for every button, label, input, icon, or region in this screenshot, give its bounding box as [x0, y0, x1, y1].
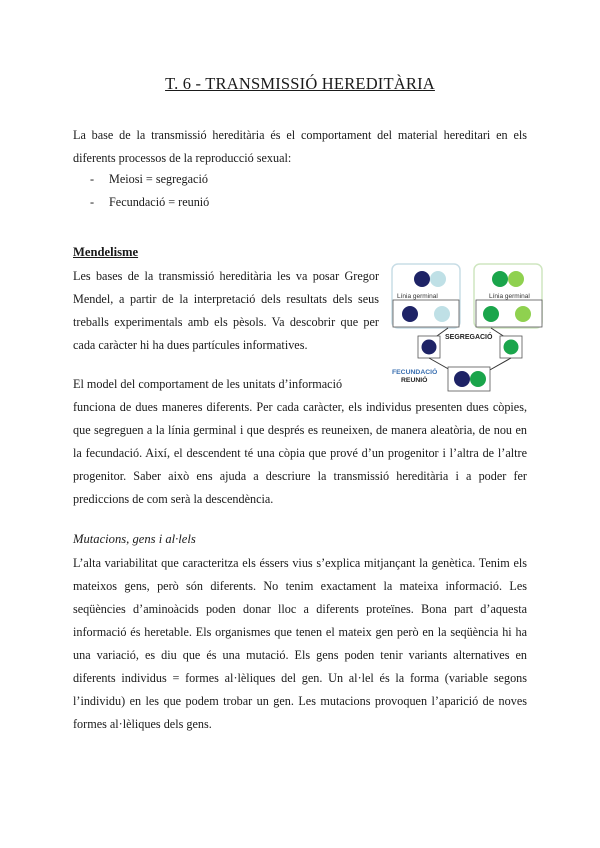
gamete-allele-lightblue: [434, 306, 450, 322]
offspring-allele-navy: [454, 371, 470, 387]
section-heading-mendelisme: Mendelisme: [73, 245, 139, 259]
list-dash: -: [90, 195, 95, 209]
section-heading-mutacions: Mutacions, gens i al·lels: [73, 532, 196, 546]
segregation-diagram: [390, 261, 545, 394]
mendelisme-paragraph-1: Les bases de la transmissió hereditària les va posar Gregor Mendel, a partir de la interpretació dels resultats dels seus treballs experimentals amb els pèsols. Va descobrir que per cada caràcter hi ha dues partícules informatives.: [73, 269, 379, 352]
gamete-allele-navy: [402, 306, 418, 322]
parent-allele-lightgreen: [508, 271, 524, 287]
gamete-navy: [422, 340, 437, 355]
list-item-text: Fecundació = reunió: [109, 195, 210, 209]
list-item: [90, 191, 209, 214]
intro-paragraph: La base de la transmissió hereditària és el comportament del material hereditari en els diferents processos de la reproducció sexual:: [73, 128, 527, 165]
fecundacio-label: FECUNDACIÓ: [392, 369, 438, 376]
segregacio-label: SEGREGACIÓ: [445, 334, 493, 341]
offspring-allele-green: [470, 371, 486, 387]
germline-label-right: Línia germinal: [489, 293, 530, 300]
fecundation-arrow: [488, 358, 511, 371]
parent-allele-navy: [414, 271, 430, 287]
gamete-allele-lightgreen: [515, 306, 531, 322]
parent-allele-green: [492, 271, 508, 287]
list-dash: -: [90, 172, 95, 186]
mutacions-paragraph: L’alta variabilitat que caracteritza els éssers vius s’explica mitjançant la genètica. Tenim els mateixos gens, però són diferents. No tenim exactament la mateixa informació. Les seqüències d’aminoàcids poden donar lloc a diferents proteïnes. Bona part d’aquesta informació és heretable. Els organismes que tenen el mateix gen però en la seqüència hi ha una variació, es diu que és una mutació. Els gens poden tenir variants alternatives en diferents individus = formes al·lèliques del gen. Un al·lel és la forma (variable segons l’individu) en les que podem trobar un gen. Les mutacions provoquen l’aparició de noves formes al·lèliques dels gens.: [73, 556, 527, 731]
list-item: [90, 168, 209, 191]
mendelisme-paragraph-2-start: El model del comportament de les unitats d’informació: [73, 377, 343, 391]
mendelisme-paragraph-2: funciona de dues maneres diferents. Per cada caràcter, els individus presenten dues còpies, que segreguen a la línia germinal i que després es reuneixen, de manera aleatòria, de nou en la fecundació. Així, el descendent té una còpia que prové d’un progenitor i l’altra de l’altre progenitor. Saber això ens ajuda a descriure la transmissió hereditària i a poder fer prediccions de com serà la descendència.: [73, 400, 527, 506]
diagram-svg: [390, 261, 545, 394]
gamete-green: [504, 340, 519, 355]
process-list: [90, 168, 209, 214]
germline-label-left: Línia germinal: [397, 293, 438, 300]
list-item-text: Meiosi = segregació: [109, 172, 208, 186]
reunio-label: REUNIÓ: [401, 377, 428, 384]
parent-allele-lightblue: [430, 271, 446, 287]
page-title: T. 6 - TRANSMISSIÓ HEREDITÀRIA: [165, 74, 435, 93]
gamete-allele-green: [483, 306, 499, 322]
